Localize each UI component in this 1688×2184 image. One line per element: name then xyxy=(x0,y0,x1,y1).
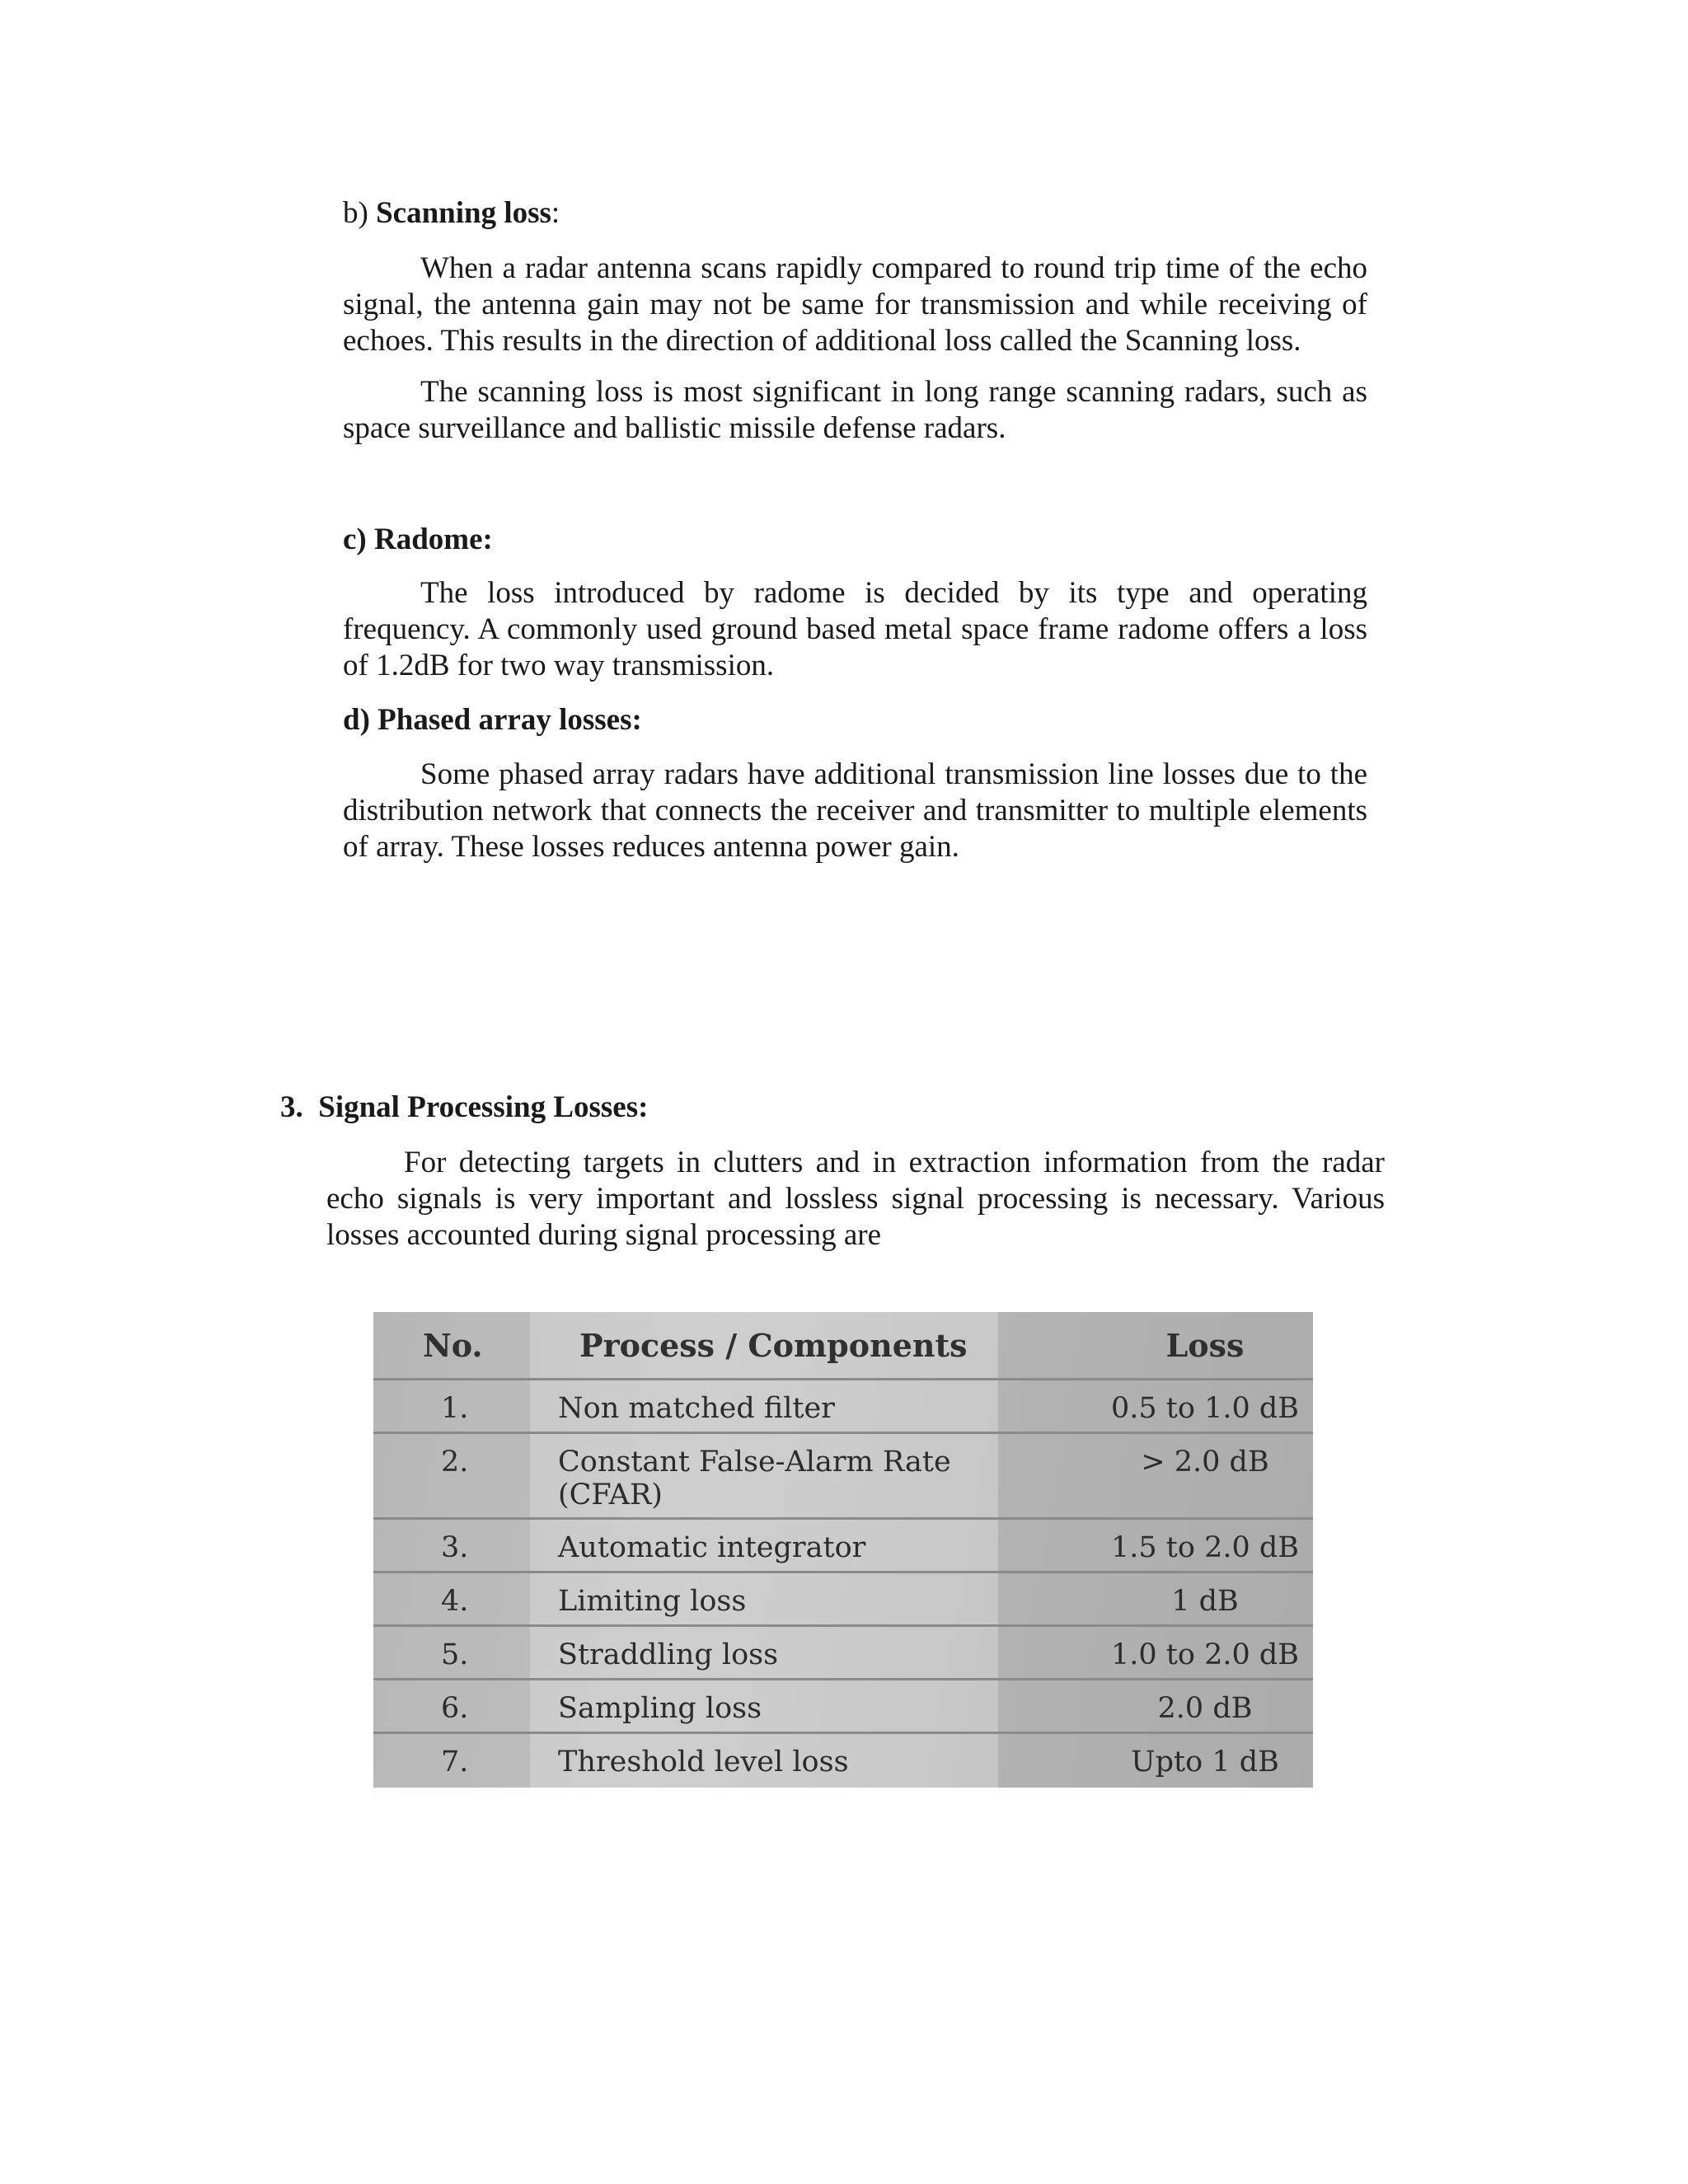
signal-processing-body xyxy=(326,1145,1385,1254)
scanning-loss-suffix: : xyxy=(551,196,560,230)
row-process: Non matched filter xyxy=(530,1380,1097,1433)
row-loss: > 2.0 dB xyxy=(1097,1433,1313,1519)
row-number: 2. xyxy=(373,1433,530,1519)
signal-processing-title: Signal Processing Losses: xyxy=(318,1090,649,1124)
row-number: 3. xyxy=(373,1519,530,1572)
row-number: 6. xyxy=(373,1680,530,1733)
row-process: Straddling loss xyxy=(530,1626,1097,1680)
header-process: Process / Components xyxy=(579,1326,968,1364)
signal-processing-heading xyxy=(280,1090,648,1126)
row-number: 5. xyxy=(373,1626,530,1680)
phased-array-paragraph: Some phased array radars have additional transmission line losses due to the distribution network that connects the receiver and transmitter to multiple elements of array. These losses reduces antenna power gain. xyxy=(343,757,1367,864)
radome-body xyxy=(343,575,1367,684)
row-process: Constant False-Alarm Rate (CFAR) xyxy=(530,1433,1097,1519)
scanning-loss-title: Scanning loss xyxy=(376,196,551,230)
table-row xyxy=(373,1626,1313,1680)
row-process: Automatic integrator xyxy=(530,1519,1097,1572)
phased-array-heading: d) Phased array losses: xyxy=(343,703,642,737)
signal-processing-loss-table xyxy=(373,1312,1313,1787)
row-loss: 2.0 dB xyxy=(1097,1680,1313,1733)
row-loss: Upto 1 dB xyxy=(1097,1733,1313,1787)
table-row xyxy=(373,1519,1313,1572)
row-process: Sampling loss xyxy=(530,1680,1097,1733)
table-row xyxy=(373,1380,1313,1433)
radome-heading: c) Radome: xyxy=(343,523,493,556)
signal-processing-paragraph: For detecting targets in clutters and in extraction information from the radar echo signals is very important and lossless signal processing is necessary. Various losses accounted during signal processing are xyxy=(326,1146,1385,1252)
scanning-loss-paragraph-2: The scanning loss is most significant in long range scanning radars, such as space surveillance and ballistic missile defense radars. xyxy=(343,375,1367,445)
table-row xyxy=(373,1433,1313,1519)
row-number: 4. xyxy=(373,1572,530,1626)
scanning-loss-prefix: b) xyxy=(343,196,377,230)
table-row xyxy=(373,1680,1313,1733)
row-loss: 1.0 to 2.0 dB xyxy=(1097,1626,1313,1680)
row-number: 1. xyxy=(373,1380,530,1433)
radome-paragraph: The loss introduced by radome is decided by its type and operating frequency. A commonly used ground based metal space frame radome offers a loss of 1.2dB for two way transmission. xyxy=(343,576,1367,682)
row-number: 7. xyxy=(373,1733,530,1787)
scanning-loss-heading xyxy=(343,195,560,232)
scanning-loss-body xyxy=(343,251,1367,447)
row-loss: 0.5 to 1.0 dB xyxy=(1097,1380,1313,1433)
row-process: Threshold level loss xyxy=(530,1733,1097,1787)
header-no: No. xyxy=(423,1326,483,1364)
signal-processing-number: 3. xyxy=(280,1090,303,1124)
row-loss: 1.5 to 2.0 dB xyxy=(1097,1519,1313,1572)
header-loss: Loss xyxy=(1165,1326,1245,1364)
table-row xyxy=(373,1733,1313,1787)
scanning-loss-paragraph-1: When a radar antenna scans rapidly compared to round trip time of the echo signal, the antenna gain may not be same for transmission and while receiving of echoes. This results in the direction of additional loss called the Scanning loss. xyxy=(343,251,1367,358)
table-header-row xyxy=(373,1312,1313,1380)
row-process: Limiting loss xyxy=(530,1572,1097,1626)
phased-array-body xyxy=(343,757,1367,865)
row-loss: 1 dB xyxy=(1097,1572,1313,1626)
table-row xyxy=(373,1572,1313,1626)
loss-table-photo xyxy=(373,1312,1313,1788)
